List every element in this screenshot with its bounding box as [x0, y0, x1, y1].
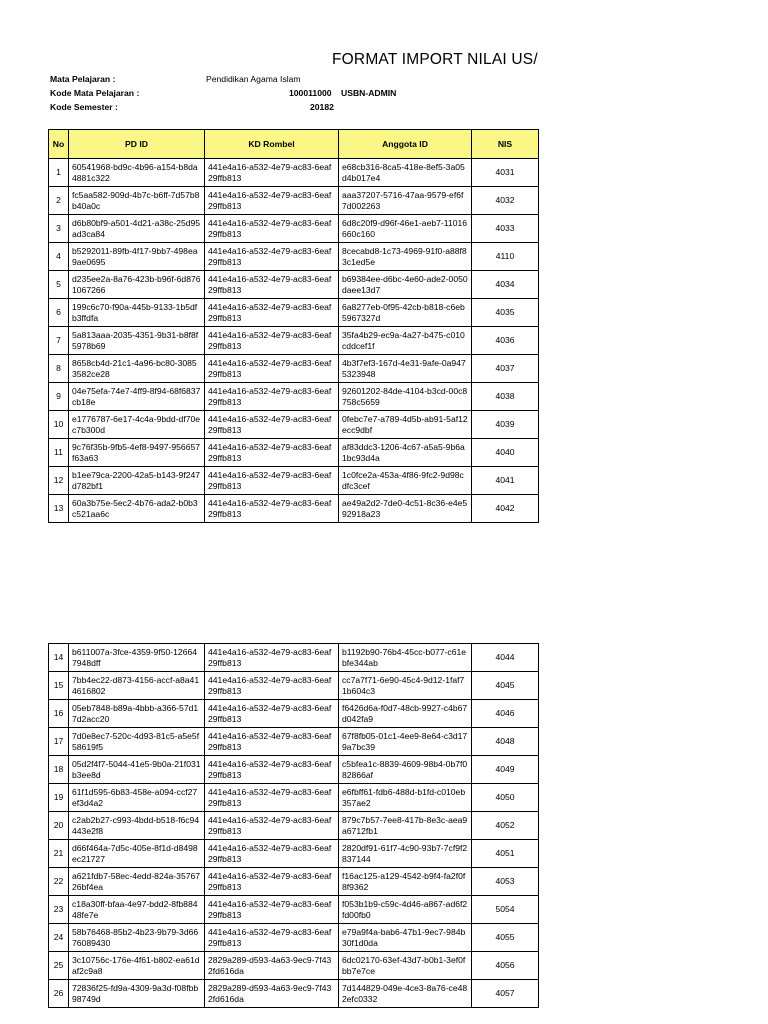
cell-nis: 4036: [472, 327, 539, 355]
cell-no: 10: [49, 411, 69, 439]
cell-anggota-id: 35fa4b29-ec9a-4a27-b475-c010cddcef1f: [339, 327, 472, 355]
cell-nis: 4110: [472, 243, 539, 271]
cell-no: 9: [49, 383, 69, 411]
cell-pd-id: 61f1d595-6b83-458e-a094-ccf27ef3d4a2: [69, 784, 205, 812]
cell-nis: 4052: [472, 812, 539, 840]
cell-nis: 4046: [472, 700, 539, 728]
table-row: [49, 868, 539, 896]
cell-no: 25: [49, 952, 69, 980]
cell-anggota-id: 8cecabd8-1c73-4969-91f0-a88f83c1ed5e: [339, 243, 472, 271]
cell-kd-rombel: 441e4a16-a532-4e79-ac83-6eaf29ffb813: [205, 644, 339, 672]
cell-no: 1: [49, 159, 69, 187]
table-row: [49, 243, 539, 271]
cell-pd-id: d6b80bf9-a501-4d21-a38c-25d95ad3ca84: [69, 215, 205, 243]
cell-kd-rombel: 441e4a16-a532-4e79-ac83-6eaf29ffb813: [205, 924, 339, 952]
document-title: FORMAT IMPORT NILAI US/: [332, 51, 538, 68]
cell-pd-id: 9c76f35b-9fb5-4ef8-9497-956657f63a63: [69, 439, 205, 467]
cell-pd-id: 60a3b75e-5ec2-4b76-ada2-b0b3c521aa6c: [69, 495, 205, 523]
cell-kd-rombel: 2829a289-d593-4a63-9ec9-7f432fd616da: [205, 952, 339, 980]
cell-no: 19: [49, 784, 69, 812]
cell-kd-rombel: 441e4a16-a532-4e79-ac83-6eaf29ffb813: [205, 700, 339, 728]
cell-kd-rombel: 441e4a16-a532-4e79-ac83-6eaf29ffb813: [205, 672, 339, 700]
cell-no: 20: [49, 812, 69, 840]
table-row: [49, 896, 539, 924]
cell-nis: 4053: [472, 868, 539, 896]
cell-anggota-id: cc7a7f71-6e90-45c4-9d12-1faf71b604c3: [339, 672, 472, 700]
kode-mapel-value: 100011000: [289, 88, 332, 98]
table-row: [49, 812, 539, 840]
cell-no: 6: [49, 299, 69, 327]
kode-semester-label: Kode Semester :: [50, 102, 118, 112]
cell-pd-id: 58b76468-85b2-4b23-9b79-3d6676089430: [69, 924, 205, 952]
cell-pd-id: 199c6c70-f90a-445b-9133-1b5dfb3ffdfa: [69, 299, 205, 327]
table-row: [49, 672, 539, 700]
kode-mapel-label: Kode Mata Pelajaran :: [50, 88, 140, 98]
cell-nis: 4039: [472, 411, 539, 439]
cell-anggota-id: 92601202-84de-4104-b3cd-00c8758c5659: [339, 383, 472, 411]
cell-pd-id: c2ab2b27-c993-4bdd-b518-f6c94443e2f8: [69, 812, 205, 840]
table-row: [49, 728, 539, 756]
cell-kd-rombel: 441e4a16-a532-4e79-ac83-6eaf29ffb813: [205, 215, 339, 243]
table-row: [49, 187, 539, 215]
cell-nis: 4033: [472, 215, 539, 243]
cell-nis: 4042: [472, 495, 539, 523]
cell-anggota-id: b1192b90-76b4-45cc-b077-c61ebfe344ab: [339, 644, 472, 672]
header-no: No: [49, 130, 69, 159]
cell-anggota-id: 2820df91-61f7-4c90-93b7-7cf9f2837144: [339, 840, 472, 868]
table-header-row: [49, 130, 539, 159]
table-row: [49, 952, 539, 980]
table-row: [49, 215, 539, 243]
cell-anggota-id: c5bfea1c-8839-4609-98b4-0b7f082866af: [339, 756, 472, 784]
table-row: [49, 980, 539, 1008]
cell-anggota-id: 67f8fb05-01c1-4ee9-8e64-c3d179a7bc39: [339, 728, 472, 756]
kode-semester-value: 20182: [310, 102, 334, 112]
cell-kd-rombel: 441e4a16-a532-4e79-ac83-6eaf29ffb813: [205, 784, 339, 812]
cell-no: 5: [49, 271, 69, 299]
header-nis: NIS: [472, 130, 539, 159]
table-row: [49, 439, 539, 467]
cell-no: 22: [49, 868, 69, 896]
cell-pd-id: a621fdb7-58ec-4edd-824a-3576726bf4ea: [69, 868, 205, 896]
cell-pd-id: b611007a-3fce-4359-9f50-126647948dff: [69, 644, 205, 672]
cell-pd-id: 3c10756c-176e-4f61-b802-ea61daf2c9a8: [69, 952, 205, 980]
cell-kd-rombel: 441e4a16-a532-4e79-ac83-6eaf29ffb813: [205, 756, 339, 784]
cell-kd-rombel: 441e4a16-a532-4e79-ac83-6eaf29ffb813: [205, 411, 339, 439]
table-row: [49, 495, 539, 523]
table-row: [49, 383, 539, 411]
cell-anggota-id: f16ac125-a129-4542-b9f4-fa2f0f8f9362: [339, 868, 472, 896]
cell-kd-rombel: 441e4a16-a532-4e79-ac83-6eaf29ffb813: [205, 271, 339, 299]
cell-nis: 4051: [472, 840, 539, 868]
cell-no: 12: [49, 467, 69, 495]
cell-pd-id: c18a30ff-bfaa-4e97-bdd2-8fb88448fe7e: [69, 896, 205, 924]
table-row: [49, 700, 539, 728]
cell-nis: 4045: [472, 672, 539, 700]
cell-no: 17: [49, 728, 69, 756]
cell-anggota-id: 7d144829-049e-4ce3-8a76-ce482efc0332: [339, 980, 472, 1008]
cell-no: 4: [49, 243, 69, 271]
cell-pd-id: 5a813aaa-2035-4351-9b31-b8f8f5978b69: [69, 327, 205, 355]
cell-anggota-id: e68cb316-8ca5-418e-8ef5-3a05d4b017e4: [339, 159, 472, 187]
cell-kd-rombel: 441e4a16-a532-4e79-ac83-6eaf29ffb813: [205, 495, 339, 523]
cell-kd-rombel: 441e4a16-a532-4e79-ac83-6eaf29ffb813: [205, 299, 339, 327]
table-row: [49, 355, 539, 383]
table-row: [49, 411, 539, 439]
cell-anggota-id: f6426d6a-f0d7-48cb-9927-c4b67d042fa9: [339, 700, 472, 728]
table-row: [49, 299, 539, 327]
cell-nis: 5054: [472, 896, 539, 924]
cell-pd-id: fc5aa582-909d-4b7c-b6ff-7d57b8b40a0c: [69, 187, 205, 215]
cell-pd-id: d235ee2a-8a76-423b-b96f-6d8761067266: [69, 271, 205, 299]
cell-pd-id: 72836f25-fd9a-4309-9a3d-f08fbb98749d: [69, 980, 205, 1008]
cell-kd-rombel: 441e4a16-a532-4e79-ac83-6eaf29ffb813: [205, 896, 339, 924]
cell-kd-rombel: 441e4a16-a532-4e79-ac83-6eaf29ffb813: [205, 355, 339, 383]
cell-kd-rombel: 441e4a16-a532-4e79-ac83-6eaf29ffb813: [205, 243, 339, 271]
cell-anggota-id: af83ddc3-1206-4c67-a5a5-9b6a1bc93d4a: [339, 439, 472, 467]
nilai-table-top: [48, 129, 539, 523]
cell-nis: 4050: [472, 784, 539, 812]
cell-nis: 4057: [472, 980, 539, 1008]
kode-mapel-extra: USBN-ADMIN: [341, 88, 397, 98]
cell-nis: 4041: [472, 467, 539, 495]
cell-pd-id: 7bb4ec22-d873-4156-accf-a8a414616802: [69, 672, 205, 700]
cell-anggota-id: e79a9f4a-bab6-47b1-9ec7-984b30f1d0da: [339, 924, 472, 952]
cell-anggota-id: b69384ee-d6bc-4e60-ade2-0050daee13d7: [339, 271, 472, 299]
cell-pd-id: 7d0e8ec7-520c-4d93-81c5-a5e5f58619f5: [69, 728, 205, 756]
cell-nis: 4056: [472, 952, 539, 980]
cell-anggota-id: e6fbff61-fdb6-488d-b1fd-c010eb357ae2: [339, 784, 472, 812]
mapel-label: Mata Pelajaran :: [50, 74, 116, 84]
cell-no: 26: [49, 980, 69, 1008]
cell-pd-id: d66f464a-7d5c-405e-8f1d-d8498ec21727: [69, 840, 205, 868]
cell-no: 15: [49, 672, 69, 700]
cell-anggota-id: f053b1b9-c59c-4d46-a867-ad6f2fd00fb0: [339, 896, 472, 924]
table-row: [49, 924, 539, 952]
cell-kd-rombel: 441e4a16-a532-4e79-ac83-6eaf29ffb813: [205, 159, 339, 187]
cell-pd-id: 05eb7848-b89a-4bbb-a366-57d17d2acc20: [69, 700, 205, 728]
cell-no: 8: [49, 355, 69, 383]
cell-anggota-id: 6a8277eb-0f95-42cb-b818-c6eb5967327d: [339, 299, 472, 327]
cell-nis: 4031: [472, 159, 539, 187]
cell-kd-rombel: 441e4a16-a532-4e79-ac83-6eaf29ffb813: [205, 812, 339, 840]
header-anggota-id: Anggota ID: [339, 130, 472, 159]
mapel-value: Pendidikan Agama Islam: [206, 74, 301, 84]
cell-nis: 4055: [472, 924, 539, 952]
table-row: [49, 644, 539, 672]
cell-anggota-id: 6d8c20f9-d96f-46e1-aeb7-11016660c160: [339, 215, 472, 243]
header-kd-rombel: KD Rombel: [205, 130, 339, 159]
table-row: [49, 327, 539, 355]
cell-nis: 4044: [472, 644, 539, 672]
cell-kd-rombel: 441e4a16-a532-4e79-ac83-6eaf29ffb813: [205, 187, 339, 215]
cell-anggota-id: 4b3f7ef3-167d-4e31-9afe-0a9475323948: [339, 355, 472, 383]
cell-no: 18: [49, 756, 69, 784]
cell-no: 23: [49, 896, 69, 924]
cell-no: 13: [49, 495, 69, 523]
cell-pd-id: 05d2f4f7-5044-41e5-9b0a-21f031b3ee8d: [69, 756, 205, 784]
cell-kd-rombel: 441e4a16-a532-4e79-ac83-6eaf29ffb813: [205, 439, 339, 467]
cell-kd-rombel: 441e4a16-a532-4e79-ac83-6eaf29ffb813: [205, 868, 339, 896]
cell-no: 11: [49, 439, 69, 467]
cell-kd-rombel: 441e4a16-a532-4e79-ac83-6eaf29ffb813: [205, 383, 339, 411]
cell-kd-rombel: 441e4a16-a532-4e79-ac83-6eaf29ffb813: [205, 840, 339, 868]
table-row: [49, 840, 539, 868]
nilai-table-bottom: [48, 643, 539, 1008]
cell-no: 2: [49, 187, 69, 215]
cell-nis: 4040: [472, 439, 539, 467]
cell-no: 3: [49, 215, 69, 243]
cell-nis: 4037: [472, 355, 539, 383]
cell-kd-rombel: 441e4a16-a532-4e79-ac83-6eaf29ffb813: [205, 728, 339, 756]
cell-no: 7: [49, 327, 69, 355]
cell-anggota-id: ae49a2d2-7de0-4c51-8c36-e4e592918a23: [339, 495, 472, 523]
cell-anggota-id: 879c7b57-7ee8-417b-8e3c-aea9a6712fb1: [339, 812, 472, 840]
table-row: [49, 159, 539, 187]
cell-pd-id: 8658cb4d-21c1-4a96-bc80-30853582ce28: [69, 355, 205, 383]
cell-anggota-id: 1c0fce2a-453a-4f86-9fc2-9d98cdfc3cef: [339, 467, 472, 495]
cell-kd-rombel: 441e4a16-a532-4e79-ac83-6eaf29ffb813: [205, 327, 339, 355]
cell-pd-id: 60541968-bd9c-4b96-a154-b8da4881c322: [69, 159, 205, 187]
cell-pd-id: e1776787-6e17-4c4a-9bdd-df70ec7b300d: [69, 411, 205, 439]
cell-nis: 4049: [472, 756, 539, 784]
cell-nis: 4048: [472, 728, 539, 756]
cell-no: 24: [49, 924, 69, 952]
table-row: [49, 784, 539, 812]
header-pd-id: PD ID: [69, 130, 205, 159]
cell-nis: 4035: [472, 299, 539, 327]
cell-pd-id: 04e75efa-74e7-4ff9-8f94-68f6837cb18e: [69, 383, 205, 411]
cell-kd-rombel: 2829a289-d593-4a63-9ec9-7f432fd616da: [205, 980, 339, 1008]
cell-nis: 4032: [472, 187, 539, 215]
cell-nis: 4034: [472, 271, 539, 299]
cell-anggota-id: aaa37207-5716-47aa-9579-ef6f7d002263: [339, 187, 472, 215]
table-row: [49, 271, 539, 299]
cell-pd-id: b1ee79ca-2200-42a5-b143-9f247d782bf1: [69, 467, 205, 495]
cell-kd-rombel: 441e4a16-a532-4e79-ac83-6eaf29ffb813: [205, 467, 339, 495]
table-row: [49, 467, 539, 495]
cell-anggota-id: 0febc7e7-a789-4d5b-ab91-5af12ecc9dbf: [339, 411, 472, 439]
cell-no: 16: [49, 700, 69, 728]
cell-no: 21: [49, 840, 69, 868]
cell-nis: 4038: [472, 383, 539, 411]
cell-no: 14: [49, 644, 69, 672]
table-row: [49, 756, 539, 784]
cell-pd-id: b5292011-89fb-4f17-9bb7-498ea9ae0695: [69, 243, 205, 271]
cell-anggota-id: 6dc02170-63ef-43d7-b0b1-3ef0fbb7e7ce: [339, 952, 472, 980]
